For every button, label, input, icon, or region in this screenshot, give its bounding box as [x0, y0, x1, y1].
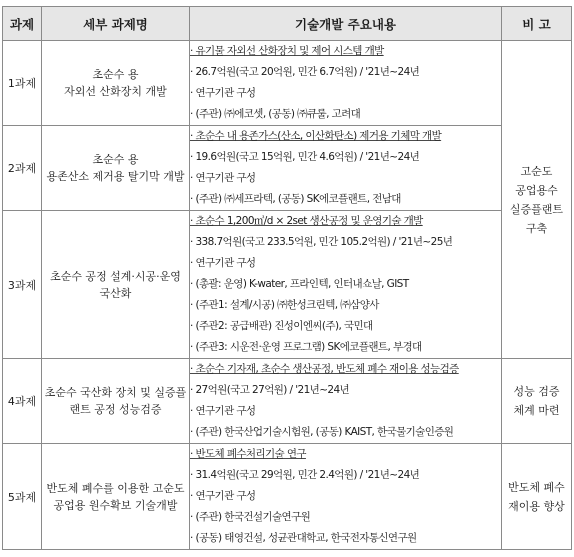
- task-name-line: 초순수 국산화 장치 및 실증플: [44, 386, 187, 399]
- note-line: 체계 마련: [513, 404, 560, 417]
- note-line: 고순도: [520, 164, 553, 178]
- task-note: [502, 359, 572, 444]
- content-line: · (주관) 한국건설기술연구원: [190, 511, 311, 523]
- table-header-row: [3, 7, 572, 41]
- content-line: · (주관3: 시운전·운영 프로그램) SK에코플랜트, 부경대: [190, 341, 422, 353]
- table-row: [3, 211, 572, 359]
- content-line: · (주관) 한국산업기술시험원, (공동) KAIST, 한국물기술인증원: [190, 426, 454, 438]
- task-name-line: 반도체 폐수를 이용한 고순도: [46, 481, 185, 495]
- content-line: · 연구기관 구성: [190, 257, 256, 269]
- content-line: · 연구기관 구성: [190, 87, 256, 99]
- content-line: · 26.7억원(국고 20억원, 민간 6.7억원) / '21년~24년: [190, 66, 420, 78]
- task-content: [190, 126, 502, 211]
- content-line: · 초순수 기자재, 초순수 생산공정, 반도체 폐수 재이용 성능검증: [190, 363, 459, 375]
- task-number: 2과제: [3, 126, 42, 211]
- content-line: · 초순수 내 용존가스(산소, 이산화탄소) 제거용 기체막 개발: [190, 130, 442, 142]
- task-name: [42, 41, 190, 126]
- note-line: 실증플랜트: [509, 202, 564, 216]
- note-line: 재이용 향상: [508, 499, 565, 513]
- content-line: · 338.7억원(국고 233.5억원, 민간 105.2억원) / '21년~25년: [190, 236, 453, 248]
- task-name-line: 공업용 원수확보 기술개발: [53, 498, 178, 512]
- content-line: · 연구기관 구성: [190, 405, 256, 417]
- note-line: 구축: [525, 221, 548, 235]
- task-name: [42, 211, 190, 359]
- content-line: · 연구기관 구성: [190, 172, 256, 184]
- task-content: [190, 444, 502, 550]
- content-line: · 유기물 자외선 산화장치 및 제어 시스템 개발: [190, 45, 384, 57]
- task-name-line: 랜트 공정 성능검증: [69, 403, 162, 416]
- task-number: 1과제: [3, 41, 42, 126]
- content-line: · 31.4억원(국고 29억원, 민간 2.4억원) / '21년~24년: [190, 469, 420, 481]
- content-line: · 초순수 1,200㎥/d × 2set 생산공정 및 운영기술 개발: [190, 215, 423, 227]
- header-content: 기술개발 주요내용: [190, 7, 502, 41]
- task-name: [42, 359, 190, 444]
- content-line: · (주관1: 설계/시공) ㈜한성크린텍, ㈜삼양사: [190, 299, 379, 311]
- task-content: [190, 359, 502, 444]
- task-name: [42, 126, 190, 211]
- header-task: 과제: [3, 7, 42, 41]
- task-name-line: 용존산소 제거용 탈기막 개발: [46, 170, 185, 183]
- task-content: [190, 41, 502, 126]
- task-name: [42, 444, 190, 550]
- content-line: · (주관) ㈜에코셋, (공동) ㈜큐룰, 고려대: [190, 108, 361, 120]
- content-line: · 연구기관 구성: [190, 490, 256, 502]
- content-line: · 27억원(국고 27억원) / '21년~24년: [190, 384, 350, 396]
- task-content: [190, 211, 502, 359]
- content-line: · (총괄: 운영) K-water, 프라인텍, 인터내쇼날, GIST: [190, 278, 409, 290]
- table-row: [3, 444, 572, 550]
- note-line: 반도체 폐수: [508, 480, 565, 494]
- content-line: · (주관) ㈜세프라텍, (공동) SK에코플랜트, 전남대: [190, 193, 401, 205]
- header-detail: 세부 과제명: [42, 7, 190, 41]
- content-line: · 19.6억원(국고 15억원, 민간 4.6억원) / '21년~24년: [190, 151, 420, 163]
- note-line: 공업용수: [515, 183, 558, 197]
- table-row: [3, 41, 572, 126]
- task-name-line: 초순수 용: [92, 68, 139, 81]
- content-line: · (주관2: 공급배관) 진성이엔씨(주), 국민대: [190, 320, 373, 332]
- content-line: · (공동) 태영건설, 성균관대학교, 한국전자통신연구원: [190, 532, 417, 544]
- task-name-line: 국산화: [99, 286, 132, 300]
- header-note: 비 고: [502, 7, 572, 41]
- task-name-line: 초순수 공정 설계·시공·운영: [50, 269, 181, 283]
- task-note: [502, 444, 572, 550]
- task-name-line: 자외선 산화장치 개발: [64, 85, 167, 98]
- note-line: 성능 검증: [513, 385, 560, 398]
- task-note: [502, 41, 572, 359]
- table-row: [3, 359, 572, 444]
- task-number: 3과제: [3, 211, 42, 359]
- content-line: · 반도체 폐수처리기술 연구: [190, 448, 306, 460]
- task-number: 4과제: [3, 359, 42, 444]
- task-name-line: 초순수 용: [92, 153, 139, 166]
- task-number: 5과제: [3, 444, 42, 550]
- table-row: [3, 126, 572, 211]
- project-table: [2, 6, 572, 550]
